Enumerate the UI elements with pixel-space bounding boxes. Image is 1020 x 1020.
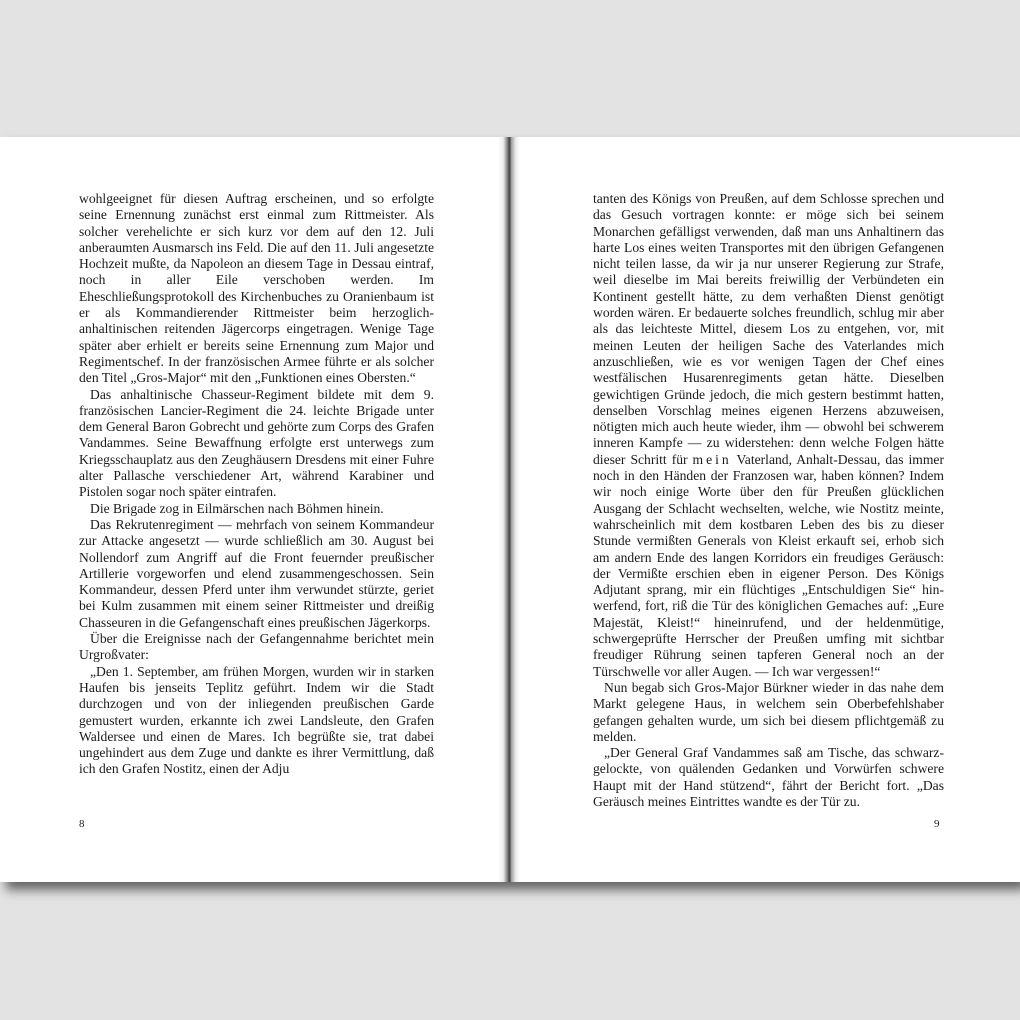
spaced-word: mein [692, 451, 732, 467]
paragraph: Über die Ereignisse nach der Gefangennahme berichtet mein Urgroßvater: [79, 631, 434, 663]
paragraph: Das anhaltinische Chasseur-Regiment bildete mit dem 9. französischen Lancier-Regiment die 24. leichte Brigade unter dem General Baron Gobrecht und gehörte zum Corps des Grafen Vandammes. Seine Bewaffnung erfolgte erst unterwegs zum Kriegsschauplatz aus den Zeughäusern Dresdens mit einer Fuhre alter Pallasche verschiedener Art, während Karabiner und Pistolen sogar noch später eintrafen. [79, 386, 434, 500]
paragraph: „Den 1. September, am frühen Morgen, wurden wir in starken Haufen bis jenseits Teplitz geführt. Indem wir die Stadt durchzogen und von der inliegenden preußischen Garde gemustert wurden, erkannte ich zwei Landsleute, den Grafen Waldersee und einen de Mares. Ich begrüßte sie, trat dabei ungehindert aus dem Zuge und dankte es ihrer Vermittlung, daß ich den Grafen Nostitz, einen der Adju [79, 663, 434, 777]
book-gutter-shadow [498, 137, 520, 882]
left-page-text [79, 191, 434, 778]
paragraph: Nun begab sich Gros-Major Bürkner wieder in das nahe dem Markt gelegene Haus, in welchem sein Oberbefehlshaber gefangen gehalten wurde, um sich bei diesem pflichtgemäß zu melden. [593, 679, 944, 744]
page-number-right: 9 [934, 818, 940, 830]
paragraph-text: tanten des Königs von Preußen, auf dem Schlosse sprechen und das Gesuch vortragen konnte: er möge sich bei seinem Monarchen gefälligst verwenden, daß man uns Anhaltinern das harte Los eines weiten Transportes mit den übrigen Gefangenen nicht teilen lasse, da wir ja nur unserer Regierung zur Strafe, weil dieselbe im Mai bereits freiwillig der Verbündeten ein Kontinent gestellt hätte, zu dem verhaßten Dienst genötigt worden wären. Er bedauerte solches freundlich, schlug mir aber als das leichteste Mittel, diesem Los zu entgehen, vor, mit meinen Leuten der heiligen Sache des Vaterlandes mich anzuschließen, wie es vor wenigen Tagen der Chef eines westfälischen Husarenregiments getan hätte. Dieselben gewichtigen Gründe jedoch, die mich gestern bestimmt hatten, denselben Vorschlag meines eigenen Herzens abzuweisen, nötigten mich auch heute wieder, ihm — obwohl bei schwerem inneren Kampfe — zu widerstehen: denn welche Folgen hätte dieser Schritt für [593, 191, 944, 467]
page-number-left: 8 [79, 818, 85, 830]
book-spread [0, 137, 1020, 882]
left-page [0, 137, 505, 882]
paragraph-text: Vaterland, Anhalt-Dessau, das immer noch in den Händen der Franzosen war, haben können? Indem wir noch einige Worte über den für Preußen glücklichen Ausgang der Schlacht wechselten, welche, wie Nostitz meinte, wahrscheinlich mit dem kostbaren Leben des bis zu dieser Stunde vermißten Generals von Kleist erkauft sei, erhob sich am andern Ende des langen Korridors ein freudiges Geräusch: der Vermißte erschien eben in eigener Person. Des Königs Adjutant sprang, mir ein flüchtiges „Entschuldigen Sie“ hinwerfend, fort, riß die Tür des königlichen Gemaches auf: „Eure Majestät, Kleist!“ hineinrufend, und der heldenmütige, schwergeprüfte Herrscher der Preußen umfing mit sichtbar freudiger Rührung seinen tapferen General noch an der Türschwelle vor aller Augen. — Ich war vergessen!“ [593, 451, 944, 679]
paragraph: Die Brigade zog in Eilmärschen nach Böhmen hinein. [90, 500, 384, 516]
right-page-text [593, 191, 944, 810]
paragraph [593, 191, 944, 680]
paragraph: Das Rekrutenregiment — mehrfach von seinem Kommandeur zur Attacke angesetzt — wurde schließlich am 30. August bei Nollendorf zum Angriff auf die Front feuernder preußischer Artillerie vorgeworfen und elend zusammengeschossen. Sein Kommandeur, dessen Pferd unter ihm verwundet stürzte, geriet bei Kulm zusammen mit einem seiner Rittmeister und dreißig Chasseuren in die Gefangenschaft eines preußischen Jägerkorps. [79, 516, 434, 630]
paragraph: „Der General Graf Vandammes saß am Tische, das schwarzgelockte, von quälenden Gedanken und Vorwürfen schwere Haupt mit der Hand stützend“, fährt der Bericht fort. „Das Geräusch meines Eintrittes wandte es der Tür zu. [593, 745, 944, 809]
right-page [513, 137, 1020, 882]
paragraph: wohlgeeignet für diesen Auftrag erscheinen, und so erfolgte seine Ernennung zunächst erst einmal zum Rittmeister. Als solcher verehelichte er sich kurz vor dem auf den 12. Juli anberaumten Ausmarsch ins Feld. Die auf den 11. Juli angesetzte Hochzeit mußte, da Napoleon an diesem Tage in Dessau eintraf, noch in aller Eile verschoben werden. Im Eheschließungsprotokoll des Kirchenbuches zu Oranienbaum ist er als Kommandierender Rittmeister beim herzoglich-anhaltinischen reitenden Jägercorps eingetragen. Wenige Tage später aber erhielt er bereits seine Ernennung zum Major und Regimentschef. In der französischen Armee führte er als solcher den Titel „Gros-Major“ mit den „Funktionen eines Obersten.“ [79, 191, 434, 386]
